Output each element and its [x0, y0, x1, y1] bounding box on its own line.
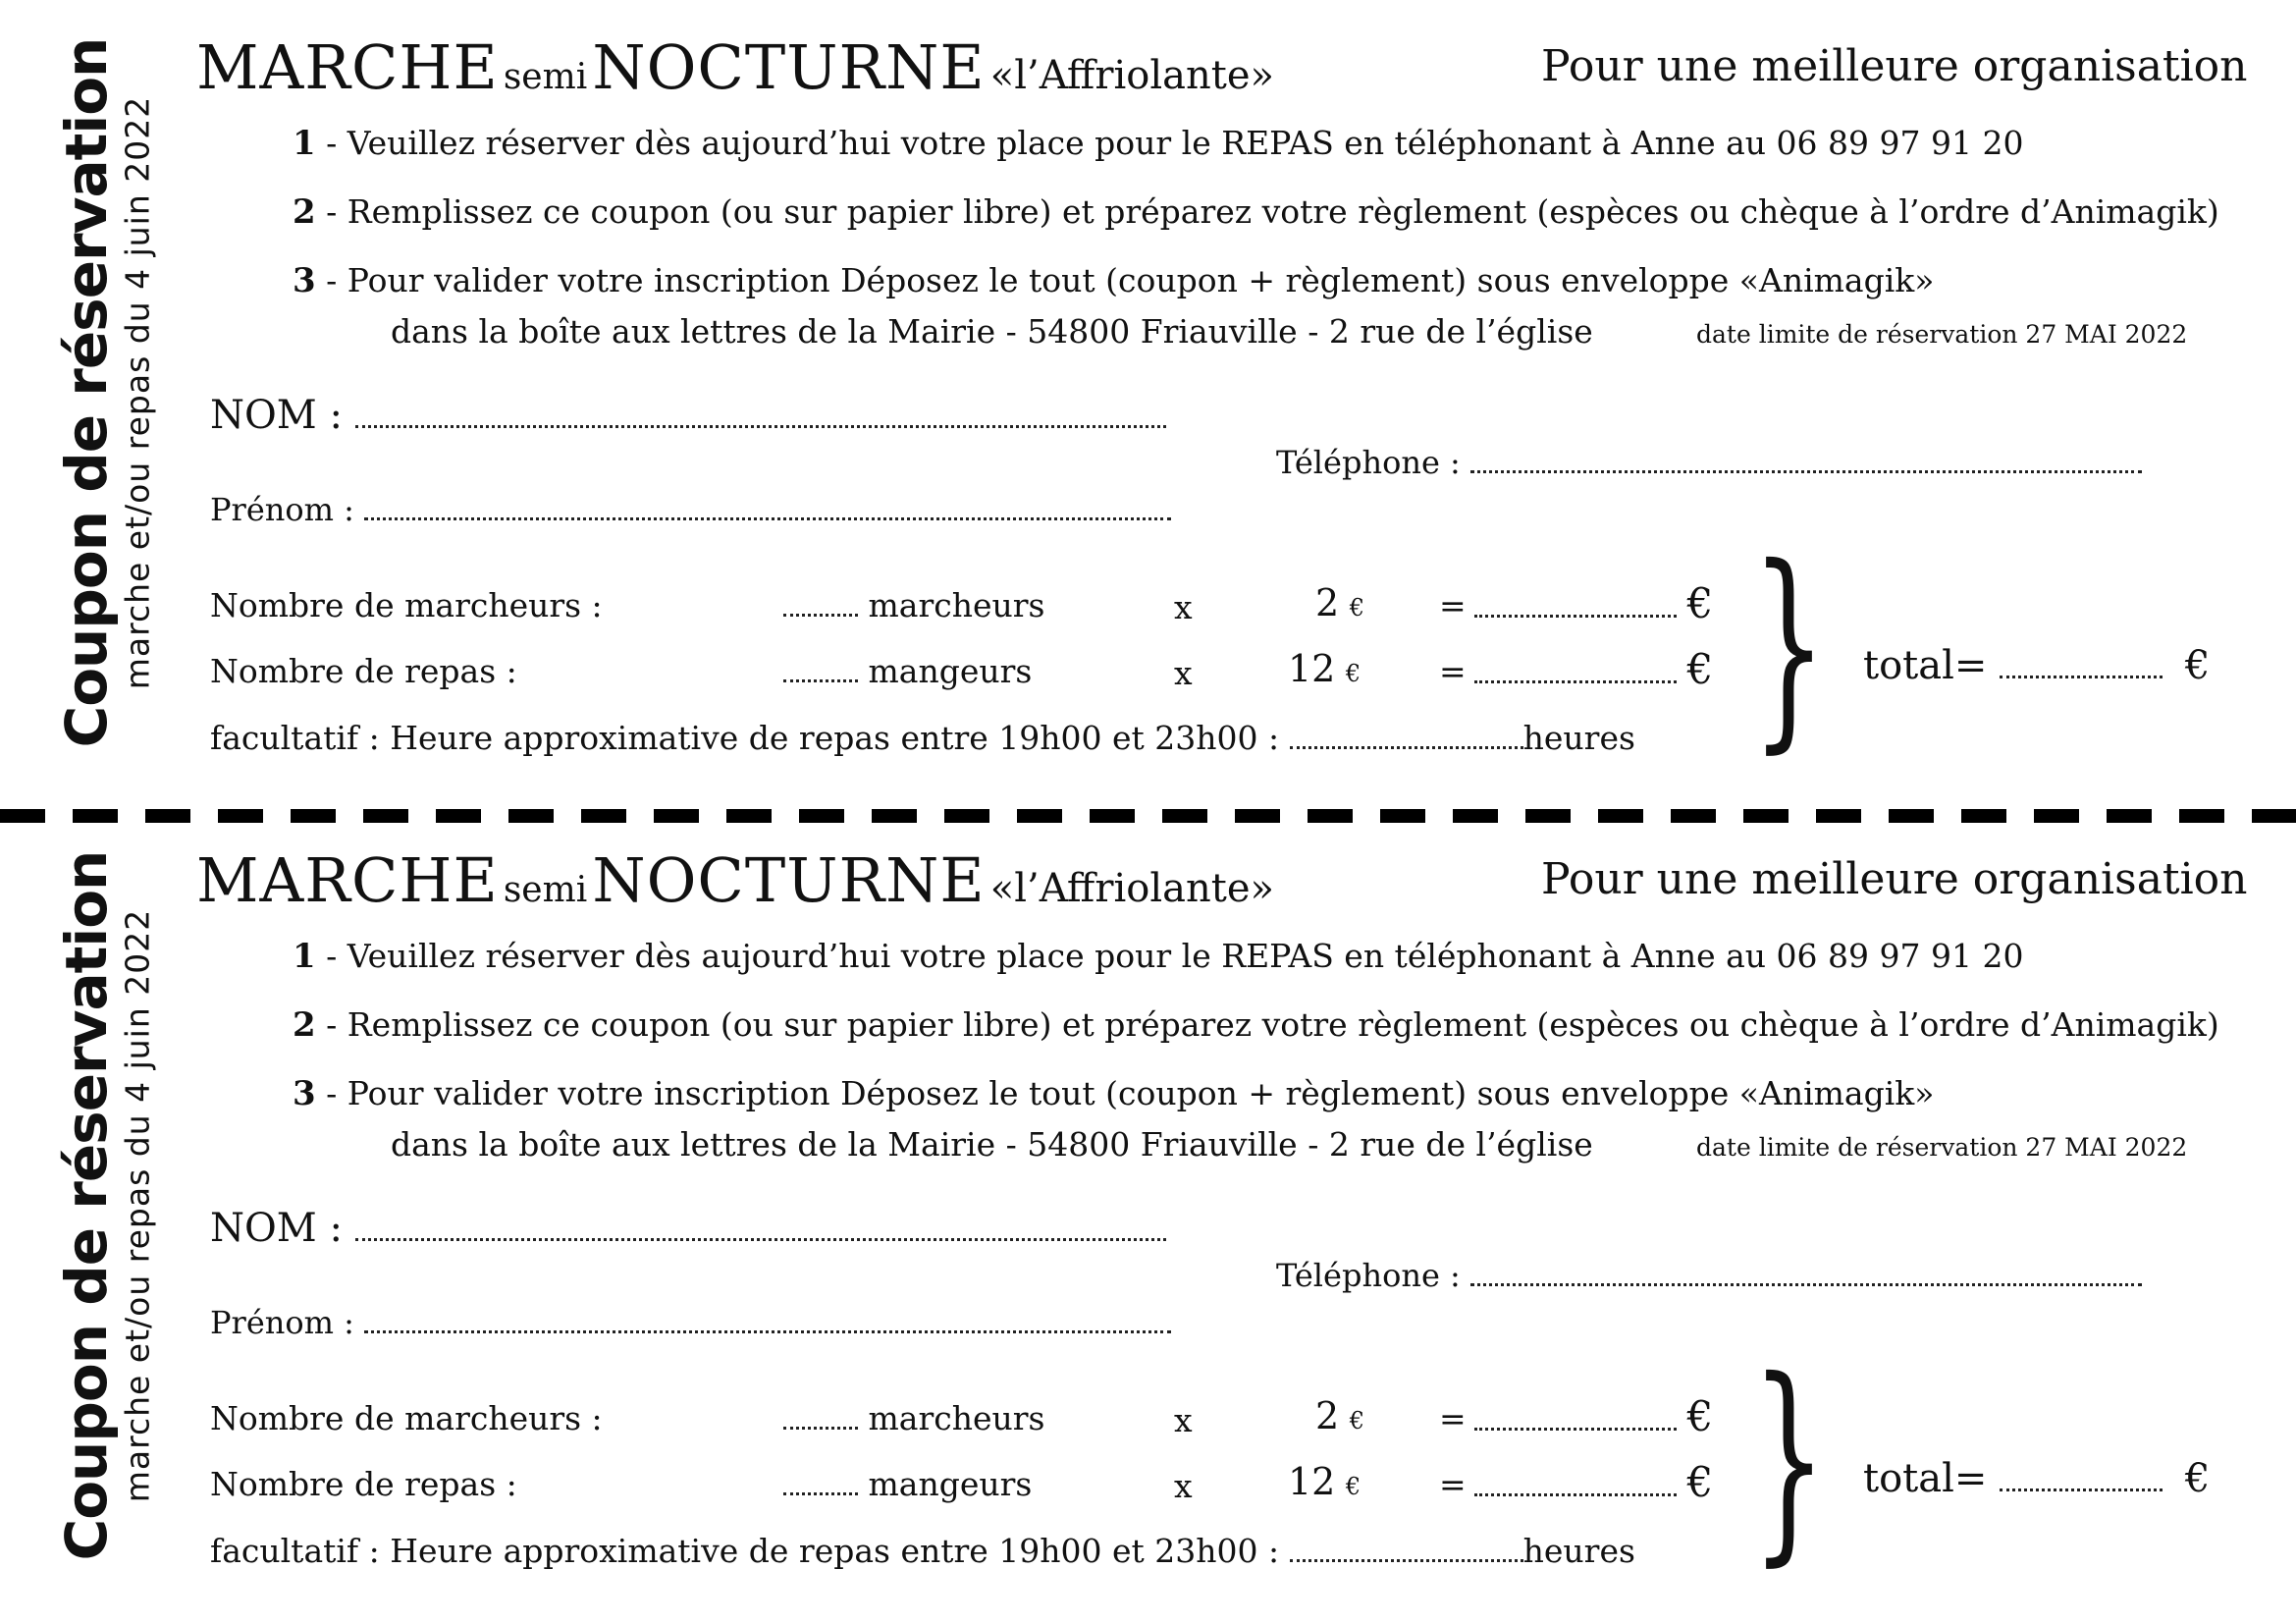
- heures-unit: heures: [1522, 719, 1635, 757]
- repas-subtotal-row: [1474, 645, 1713, 693]
- total-brace: }: [1751, 520, 1827, 772]
- step-3: [293, 261, 1934, 300]
- title-marche: MARCHE: [196, 31, 499, 103]
- step-2: [293, 192, 2219, 232]
- step-number: 3: [293, 1074, 316, 1113]
- heure-field[interactable]: [1290, 1559, 1523, 1562]
- title-marche: MARCHE: [196, 844, 499, 916]
- telephone-field[interactable]: [1470, 470, 2142, 473]
- address-line: dans la boîte aux lettres de la Mairie - 54800 Friauville - 2 rue de l’église: [391, 1125, 1593, 1164]
- telephone-field[interactable]: [1470, 1283, 2142, 1286]
- marcheurs-subtotal-field[interactable]: [1474, 1428, 1677, 1431]
- repas-label: Nombre de repas :: [210, 1465, 517, 1503]
- nom-label: NOM :: [210, 393, 343, 438]
- facultatif-row: [210, 719, 1635, 757]
- coupon-side-title: Coupon de réservation: [53, 37, 120, 748]
- marcheurs-subtotal-row: [1474, 579, 1713, 627]
- step-2: [293, 1005, 2219, 1045]
- heure-field[interactable]: [1290, 746, 1523, 749]
- telephone-field-row: [1276, 444, 2142, 481]
- step-text: - Veuillez réserver dès aujourd’hui votre place pour le REPAS en téléphonant à Anne au 06 89 97 91 20: [326, 937, 2024, 975]
- prenom-field[interactable]: [364, 1330, 1171, 1333]
- marcheurs-label: Nombre de marcheurs :: [210, 1399, 603, 1437]
- step-text: - Pour valider votre inscription Déposez le tout (coupon + règlement) sous enveloppe «Animagik»: [326, 1074, 1935, 1112]
- repas-subtotal-field[interactable]: [1474, 1493, 1677, 1496]
- title-semi: semi: [503, 870, 588, 910]
- prenom-label: Prénom :: [210, 1304, 354, 1341]
- marcheurs-multiply: x: [1174, 1401, 1193, 1439]
- nom-field[interactable]: [355, 1238, 1166, 1241]
- marcheurs-count-row: [783, 586, 1044, 624]
- coupon-bottom: [0, 813, 2296, 1598]
- facultatif-row: [210, 1532, 1635, 1570]
- total-row: [1863, 1456, 2210, 1501]
- marcheurs-price: [1315, 1394, 1364, 1437]
- coupon-side-title: Coupon de réservation: [53, 850, 120, 1561]
- step-3: [293, 1074, 1934, 1113]
- marcheurs-price-currency: €: [1349, 1407, 1364, 1435]
- marcheurs-multiply: x: [1174, 588, 1193, 626]
- marcheurs-price-value: 2: [1315, 1394, 1340, 1437]
- telephone-label: Téléphone :: [1276, 444, 1461, 481]
- step-number: 1: [293, 124, 316, 163]
- facultatif-label: facultatif : Heure approximative de repas entre 19h00 et 23h00 :: [210, 719, 1280, 757]
- heures-unit: heures: [1522, 1532, 1635, 1570]
- marcheurs-price: [1315, 581, 1364, 624]
- title-affriolante: «l’Affriolante»: [989, 866, 1274, 911]
- repas-price-currency: €: [1345, 1473, 1362, 1500]
- marcheurs-price-currency: €: [1349, 594, 1364, 622]
- step-1: [293, 937, 2023, 976]
- repas-unit: mangeurs: [868, 1465, 1033, 1503]
- total-field[interactable]: [2000, 676, 2163, 678]
- repas-unit: mangeurs: [868, 652, 1033, 690]
- coupon-side-subtitle: marche et/ou repas du 4 juin 2022: [118, 95, 157, 690]
- step-text: - Pour valider votre inscription Déposez le tout (coupon + règlement) sous enveloppe «Animagik»: [326, 261, 1935, 299]
- step-number: 2: [293, 1005, 316, 1045]
- total-currency: €: [2184, 643, 2211, 688]
- organisation-heading: Pour une meilleure organisation: [1541, 41, 2248, 91]
- marcheurs-subtotal-currency: €: [1686, 1392, 1714, 1440]
- repas-multiply: x: [1174, 1467, 1193, 1505]
- total-currency: €: [2184, 1456, 2211, 1501]
- repas-price: [1288, 647, 1361, 690]
- nom-label: NOM :: [210, 1206, 343, 1251]
- repas-equals: =: [1439, 1465, 1467, 1503]
- marcheurs-count-field[interactable]: [783, 614, 858, 617]
- prenom-label: Prénom :: [210, 491, 354, 528]
- title-nocturne: NOCTURNE: [592, 844, 986, 916]
- title-semi: semi: [503, 57, 588, 97]
- marcheurs-unit: marcheurs: [868, 1399, 1045, 1437]
- address-line: dans la boîte aux lettres de la Mairie - 54800 Friauville - 2 rue de l’église: [391, 312, 1593, 351]
- marcheurs-label: Nombre de marcheurs :: [210, 586, 603, 624]
- repas-price-currency: €: [1345, 660, 1362, 687]
- repas-subtotal-field[interactable]: [1474, 680, 1677, 683]
- repas-price: [1288, 1460, 1361, 1503]
- prenom-field-row: [210, 491, 1171, 528]
- step-text: - Veuillez réserver dès aujourd’hui votre place pour le REPAS en téléphonant à Anne au 06 89 97 91 20: [326, 124, 2024, 162]
- nom-field-row: [210, 393, 1166, 438]
- coupon-title: [196, 31, 1274, 103]
- repas-count-row: [783, 652, 1032, 690]
- coupon-side-panel: [0, 0, 177, 785]
- marcheurs-subtotal-field[interactable]: [1474, 615, 1677, 618]
- repas-subtotal-currency: €: [1686, 1458, 1714, 1506]
- repas-count-field[interactable]: [783, 679, 858, 682]
- telephone-field-row: [1276, 1257, 2142, 1294]
- marcheurs-equals: =: [1439, 1399, 1467, 1437]
- coupon-title: [196, 844, 1274, 916]
- prenom-field[interactable]: [364, 517, 1171, 520]
- total-label: total=: [1863, 643, 1988, 688]
- nom-field-row: [210, 1206, 1166, 1251]
- total-brace: }: [1751, 1333, 1827, 1585]
- step-1: [293, 124, 2023, 163]
- step-number: 2: [293, 192, 316, 232]
- marcheurs-subtotal-currency: €: [1686, 579, 1714, 627]
- step-number: 1: [293, 937, 316, 976]
- step-text: - Remplissez ce coupon (ou sur papier libre) et préparez votre règlement (espèces ou chèque à l’ordre d’Animagik): [326, 192, 2219, 231]
- marcheurs-unit: marcheurs: [868, 586, 1045, 624]
- repas-subtotal-row: [1474, 1458, 1713, 1506]
- repas-label: Nombre de repas :: [210, 652, 517, 690]
- marcheurs-count-field[interactable]: [783, 1427, 858, 1430]
- title-nocturne: NOCTURNE: [592, 31, 986, 103]
- prenom-field-row: [210, 1304, 1171, 1341]
- total-field[interactable]: [2000, 1489, 2163, 1491]
- nom-field[interactable]: [355, 425, 1166, 428]
- marcheurs-price-value: 2: [1315, 581, 1340, 624]
- repas-equals: =: [1439, 652, 1467, 690]
- organisation-heading: Pour une meilleure organisation: [1541, 854, 2248, 904]
- marcheurs-count-row: [783, 1399, 1044, 1437]
- repas-multiply: x: [1174, 654, 1193, 692]
- repas-price-value: 12: [1288, 1460, 1336, 1503]
- coupon-top: [0, 0, 2296, 785]
- facultatif-label: facultatif : Heure approximative de repas entre 19h00 et 23h00 :: [210, 1532, 1280, 1570]
- deadline-note: date limite de réservation 27 MAI 2022: [1696, 320, 2188, 349]
- marcheurs-subtotal-row: [1474, 1392, 1713, 1440]
- marcheurs-equals: =: [1439, 586, 1467, 624]
- coupon-side-panel: [0, 813, 177, 1598]
- coupon-side-subtitle: marche et/ou repas du 4 juin 2022: [118, 908, 157, 1503]
- repas-price-value: 12: [1288, 647, 1336, 690]
- title-affriolante: «l’Affriolante»: [989, 53, 1274, 98]
- step-text: - Remplissez ce coupon (ou sur papier libre) et préparez votre règlement (espèces ou chèque à l’ordre d’Animagik): [326, 1005, 2219, 1044]
- repas-count-field[interactable]: [783, 1492, 858, 1495]
- total-label: total=: [1863, 1456, 1988, 1501]
- total-row: [1863, 643, 2210, 688]
- deadline-note: date limite de réservation 27 MAI 2022: [1696, 1133, 2188, 1162]
- step-number: 3: [293, 261, 316, 300]
- repas-count-row: [783, 1465, 1032, 1503]
- repas-subtotal-currency: €: [1686, 645, 1714, 693]
- telephone-label: Téléphone :: [1276, 1257, 1461, 1294]
